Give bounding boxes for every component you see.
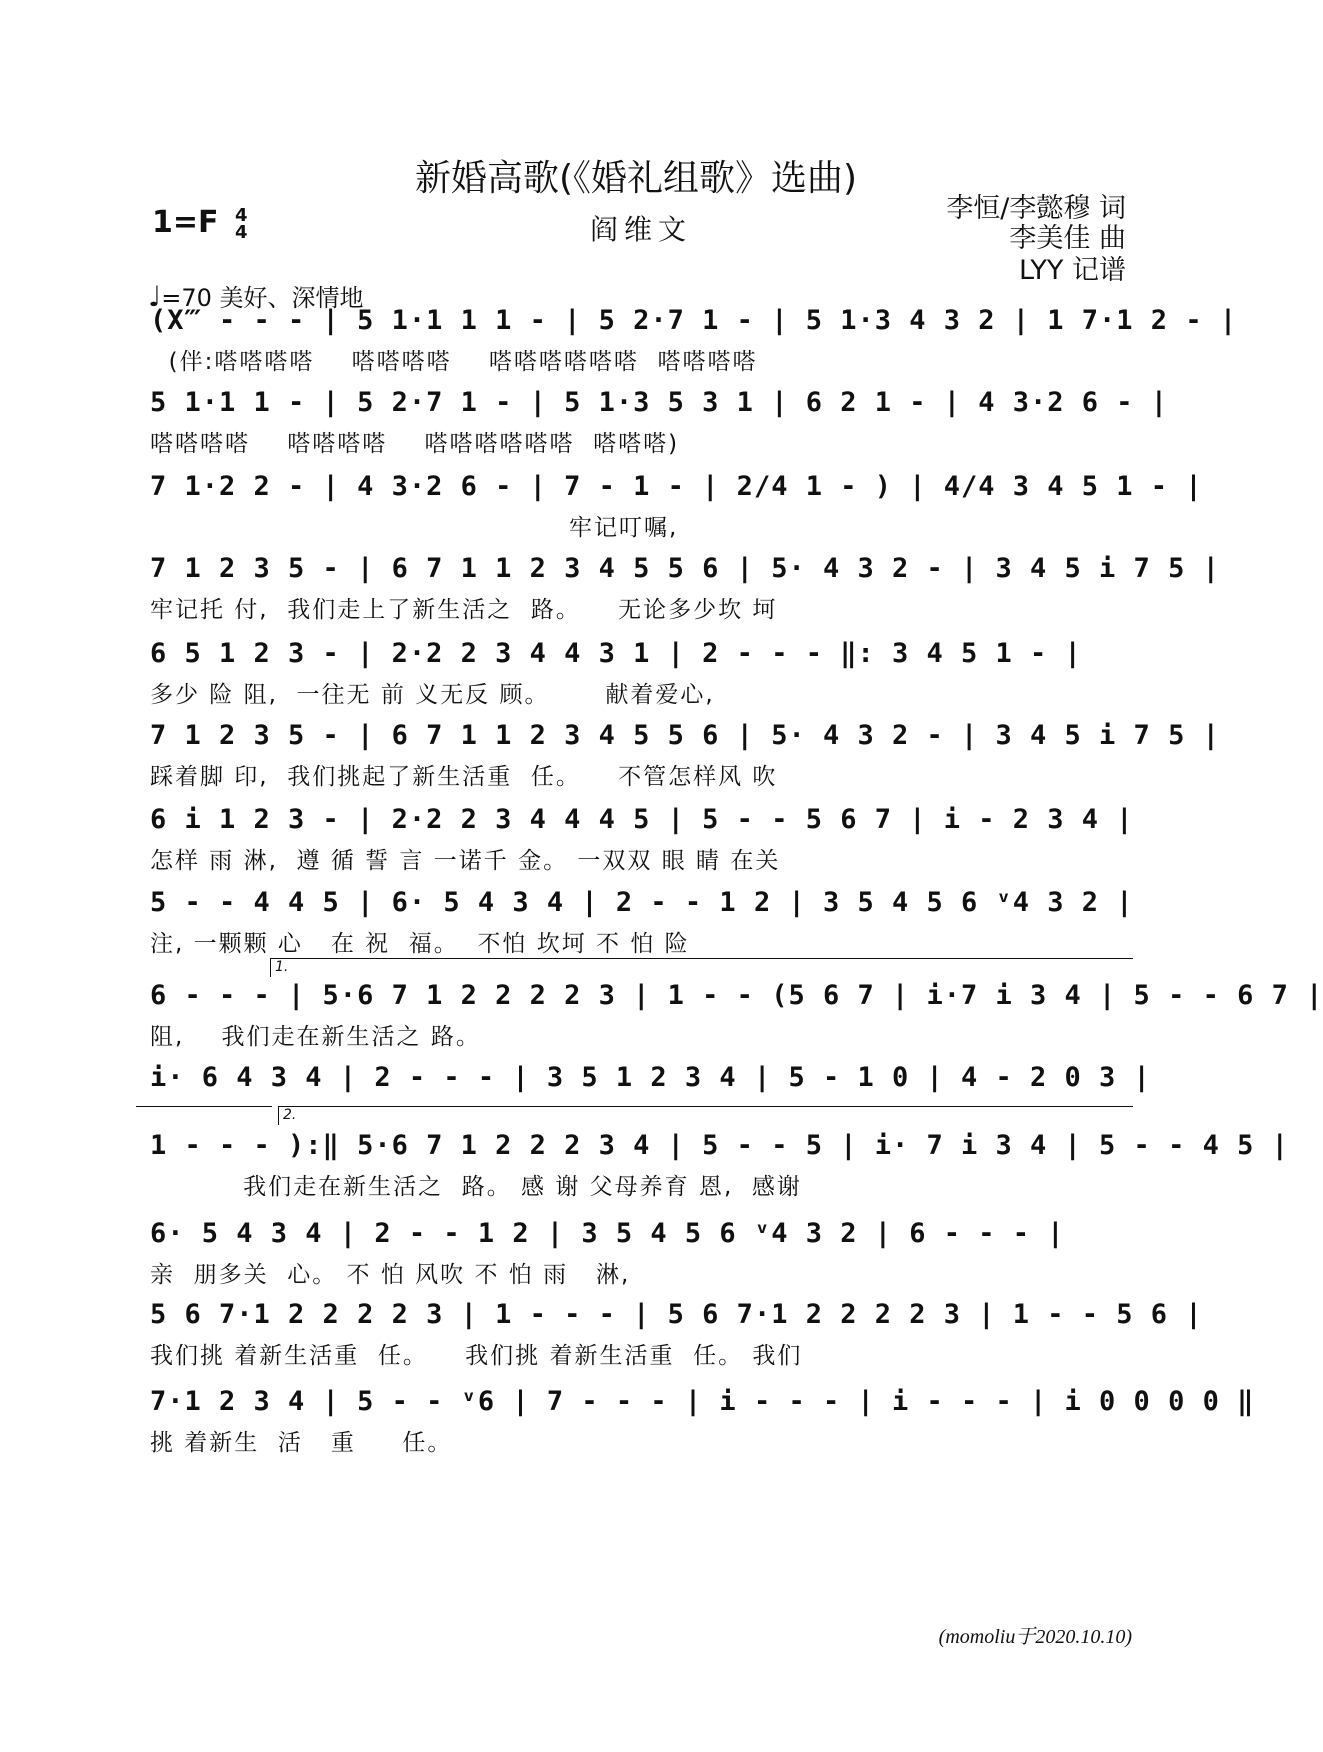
notation: 1 - - - ):‖ 5·6 7 1 2 2 2 3 4 | 5 - - 5 | i· 7 i 3 4 | 5 - - 4 5 |: [150, 1130, 1289, 1161]
composer: 李美佳 曲: [1009, 223, 1126, 254]
lyrics: 多少 险 阻, 一往无 前 义无反 顾。 献着爱心,: [150, 682, 715, 708]
notation: 7 1·2 2 - | 4 3·2 6 - | 7 - 1 - | 2/4 1 - ) | 4/4 3 4 5 1 - |: [150, 471, 1203, 502]
lyrics: 牢记叮嘱,: [150, 515, 679, 541]
lyrics: 挑 着新生 活 重 任。: [150, 1430, 453, 1456]
score-row-1: [150, 305, 1238, 391]
score-row-2: [150, 387, 1169, 473]
notation: 7 1 2 3 5 - | 6 7 1 1 2 3 4 5 5 6 | 5· 4 3 2 - | 3 4 5 i 7 5 |: [150, 553, 1220, 584]
quarter-note-icon: ♩: [148, 280, 162, 313]
page-title: 新婚高歌(《婚礼组歌》选曲): [414, 158, 858, 199]
lyrics: (伴:嗒嗒嗒嗒 嗒嗒嗒嗒 嗒嗒嗒嗒嗒嗒 嗒嗒嗒嗒: [150, 349, 758, 375]
time-signature: [234, 204, 248, 243]
lyrics: 我们走在新生活之 路。 感 谢 父母养育 恩, 感谢: [150, 1174, 802, 1200]
score-row-14: [150, 1386, 1255, 1472]
tempo-text: =70 美好、深情地: [161, 284, 364, 312]
score-row-11: [150, 1130, 1289, 1216]
second-ending-bracket: 2.: [278, 1106, 1133, 1125]
notation: 5 1·1 1 - | 5 2·7 1 - | 5 1·3 5 3 1 | 6 2 1 - | 4 3·2 6 - |: [150, 387, 1169, 418]
time-signature-bottom: 4: [234, 221, 248, 243]
lyricist: 李恒/李懿穆 词: [946, 193, 1126, 224]
notation: 6· 5 4 3 4 | 2 - - 1 2 | 3 5 4 5 6 ᵛ4 3 2 | 6 - - - |: [150, 1218, 1065, 1249]
lyrics: 阻, 我们走在新生活之 路。: [150, 1024, 481, 1050]
lyrics: 牢记托 付, 我们走上了新生活之 路。 无论多少坎 坷: [150, 597, 778, 623]
notation: 7 1 2 3 5 - | 6 7 1 1 2 3 4 5 5 6 | 5· 4 3 2 - | 3 4 5 i 7 5 |: [150, 720, 1220, 751]
transcriber: LYY 记谱: [1018, 255, 1126, 286]
score-row-6: [150, 720, 1220, 806]
score-row-7: [150, 804, 1134, 890]
lyrics: 注, 一颗颗 心 在 祝 福。 不怕 坎坷 不 怕 险: [150, 931, 690, 957]
score-row-9: [150, 980, 1323, 1066]
lyrics: 嗒嗒嗒嗒 嗒嗒嗒嗒 嗒嗒嗒嗒嗒嗒 嗒嗒嗒): [150, 431, 680, 457]
time-signature-top: 4: [234, 204, 248, 226]
lyrics: 亲 朋多关 心。 不 怕 风吹 不 怕 雨 淋,: [150, 1262, 631, 1288]
key-label: 1=F: [152, 205, 219, 240]
notation: 6 5 1 2 3 - | 2·2 2 3 4 4 3 1 | 2 - - - ‖: 3 4 5 1 - |: [150, 638, 1082, 669]
notation: i· 6 4 3 4 | 2 - - - | 3 5 1 2 3 4 | 5 - 1 0 | 4 - 2 0 3 |: [150, 1062, 1151, 1093]
singer: 阎维文: [590, 213, 693, 246]
notation: 7·1 2 3 4 | 5 - - ᵛ6 | 7 - - - | i - - - | i - - - | i 0 0 0 0 ‖: [150, 1386, 1255, 1417]
score-row-5: [150, 638, 1130, 724]
key-signature: [152, 205, 248, 241]
transcriber-signature: (momoliu于2020.10.10): [938, 1626, 1132, 1648]
score-row-13: [150, 1299, 1203, 1385]
score-row-4: [150, 553, 1220, 639]
score-row-12: [150, 1218, 1130, 1304]
notation: 5 6 7·1 2 2 2 2 3 | 1 - - - | 5 6 7·1 2 2 2 2 3 | 1 - - 5 6 |: [150, 1299, 1203, 1330]
lyrics: 我们挑 着新生活重 任。 我们挑 着新生活重 任。 我们: [150, 1343, 803, 1369]
lyrics: 踩着脚 印, 我们挑起了新生活重 任。 不管怎样风 吹: [150, 764, 778, 790]
notation: 6 i 1 2 3 - | 2·2 2 3 4 4 4 5 | 5 - - 5 6 7 | i - 2 3 4 |: [150, 804, 1134, 835]
lyrics: 怎样 雨 淋, 遵 循 誓 言 一诺千 金。 一双双 眼 睛 在关: [150, 848, 781, 874]
score-row-3: [150, 471, 1203, 557]
first-ending-line: [136, 1106, 272, 1107]
notation: 5 - - 4 4 5 | 6· 5 4 3 4 | 2 - - 1 2 | 3 5 4 5 6 ᵛ4 3 2 |: [150, 887, 1134, 918]
notation: (X‴ - - - | 5 1·1 1 1 - | 5 2·7 1 - | 5 1·3 4 3 2 | 1 7·1 2 - |: [150, 305, 1238, 336]
first-ending-bracket: 1.: [270, 958, 1133, 977]
notation: 6 - - - | 5·6 7 1 2 2 2 2 3 | 1 - - (5 6 7 | i·7 i 3 4 | 5 - - 6 7 |: [150, 980, 1323, 1011]
